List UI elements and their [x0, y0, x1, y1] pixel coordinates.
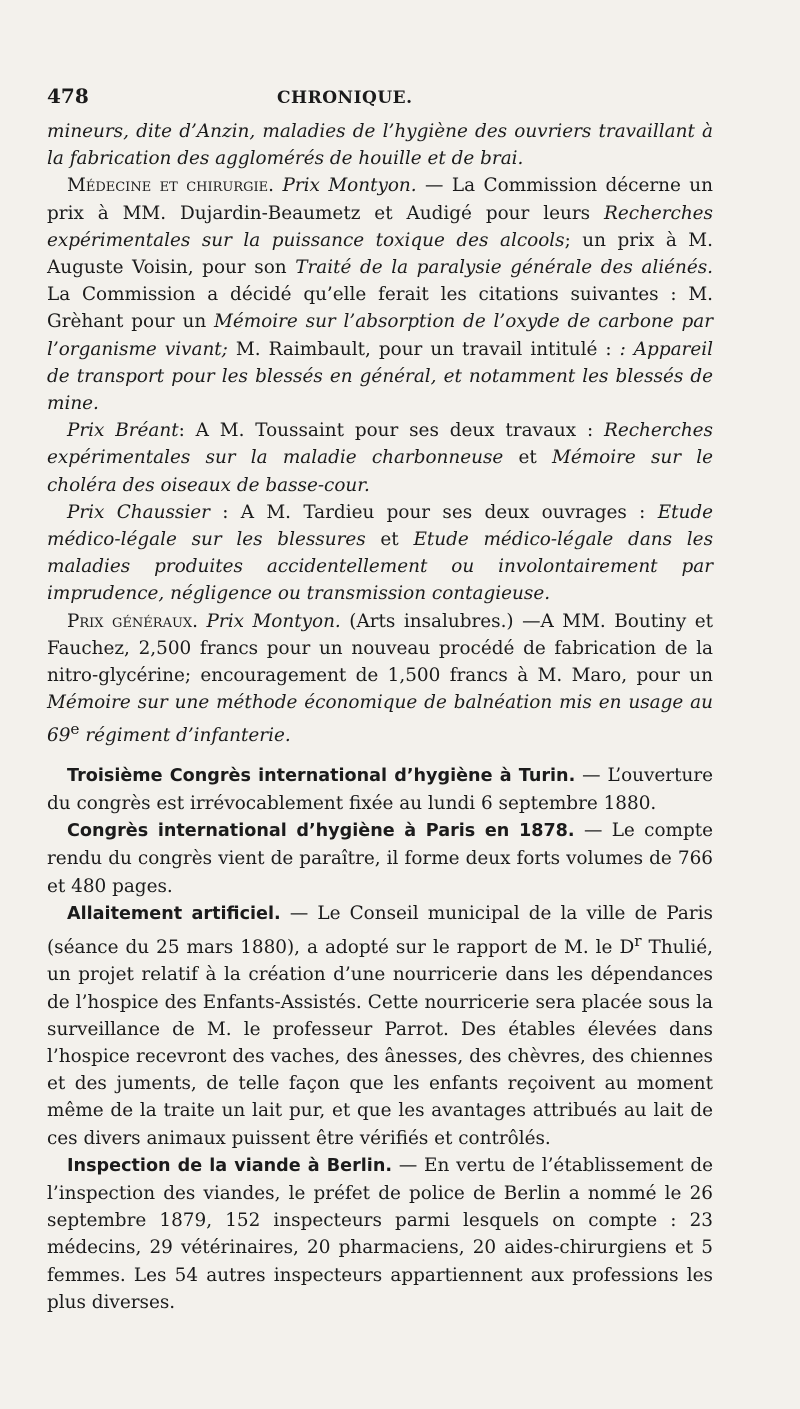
section-heading: Allaitement artificiel.	[67, 903, 281, 924]
prize-name: Prix Bréant	[67, 420, 179, 442]
prize-name: Prix Montyon.	[282, 175, 417, 197]
section-heading: Congrès international d’hygiène à Paris en 1878.	[67, 821, 575, 842]
paragraph-inspection-viande: Inspection de la viande à Berlin. — En vertu de l’établissement de l’inspection des viandes, le préfet de police de Berlin a nommé le 26 septembre 1879, 152 inspecteurs parmi lesquels on compte : 23 médecins, 29 vétérinaires, 20 pharmaciens, 20 aides-chirurgiens et 5 femmes. Les 54 autres inspecteurs appartiennent aux professions les plus diverses.	[47, 1154, 713, 1313]
paragraph-prix-breant: Prix Bréant: A M. Toussaint pour ses deux travaux : Recherches expérimentales sur la maladie charbonneuse et Mémoire sur le choléra des oiseaux de basse-cour.	[47, 420, 714, 496]
prize-name: Prix Chaussier	[67, 501, 210, 523]
paragraph-prix-chaussier: Prix Chaussier : A M. Tardieu pour ses deux ouvrages : Etude médico-légale sur les blessures et Etude médico-légale dans les maladies produites accidentellement ou involontairement par imprudence, négligence ou transmission contagieuse.	[47, 501, 714, 605]
paragraph-allaitement: Allaitement artificiel. — Le Conseil municipal de la ville de Paris (séance du 25 mars 1880), a adopté sur le rapport de M. le $D^r$ Thulié, un projet relatif à la création d’une nourricerie dans les dépendances de l’hospice des Enfants-Assistés. Cette nourricerie sera placée sous la surveillance de M. le professeur Parrot. Des étables élevées dans l’hospice recevront des vaches, des ânesses, des chèvres, des chiennes et des juments, de telle façon que les enfants reçoivent au moment même de la traite un lait pur, et que les avantages attribués au lait de ces divers animaux puissent être vérifiés et contrôlés.	[47, 902, 714, 1149]
continuation-text: mineurs, dite d’Anzin, maladies de l’hygiène des ouvriers travaillant à la fabrication des agglomérés de houille et de brai.	[47, 121, 713, 170]
paragraph-prix-generaux: Prix généraux. Prix Montyon. (Arts insalubres.) —A MM. Boutiny et Fauchez, 2,500 francs pour un nouveau procédé de fabrication de la nitro-glycérine; encouragement de 1,500 francs à M. Maro, pour un Mémoire sur une méthode économique de balnéation mis en usage au 69e régiment d’infanterie.	[47, 610, 713, 747]
document-page	[47, 84, 713, 1316]
page-header	[47, 84, 713, 118]
prize-name: Prix Montyon.	[206, 610, 341, 632]
page-number: 478	[47, 84, 89, 108]
paragraph-continuation	[47, 118, 713, 172]
paragraph-congres-turin: Troisième Congrès international d’hygiène à Turin. — L’ouverture du congrès est irrévocablement fixée au lundi 6 septembre 1880.	[47, 764, 713, 814]
section-heading: Troisième Congrès international d’hygiène à Turin.	[67, 765, 576, 786]
section-heading: Inspection de la viande à Berlin.	[67, 1155, 393, 1176]
paragraph-medecine-chirurgie: Médecine et chirurgie. Prix Montyon. — La Commission décerne un prix à MM. Dujardin-Beaumetz et Audigé pour leurs Recherches expérimentales sur la puissance toxique des alcools; un prix à M. Auguste Voisin, pour son Traité de la paralysie générale des aliénés. La Commission a décidé qu’elle ferait les citations suivantes : M. Grèhant pour un Mémoire sur l’absorption de l’oxyde de carbone par l’organisme vivant; M. Raimbault, pour un travail intitulé : : Appareil de transport pour les blessés en général, et notamment les blessés de mine.	[47, 175, 714, 415]
section-lead: Médecine et chirurgie.	[67, 175, 275, 197]
running-title: CHRONIQUE.	[277, 88, 413, 108]
section-lead: Prix généraux.	[67, 610, 199, 632]
paragraph-congres-paris: Congrès international d’hygiène à Paris en 1878. — Le compte rendu du congrès vient de paraître, il forme deux forts volumes de 766 et 480 pages.	[47, 820, 714, 897]
